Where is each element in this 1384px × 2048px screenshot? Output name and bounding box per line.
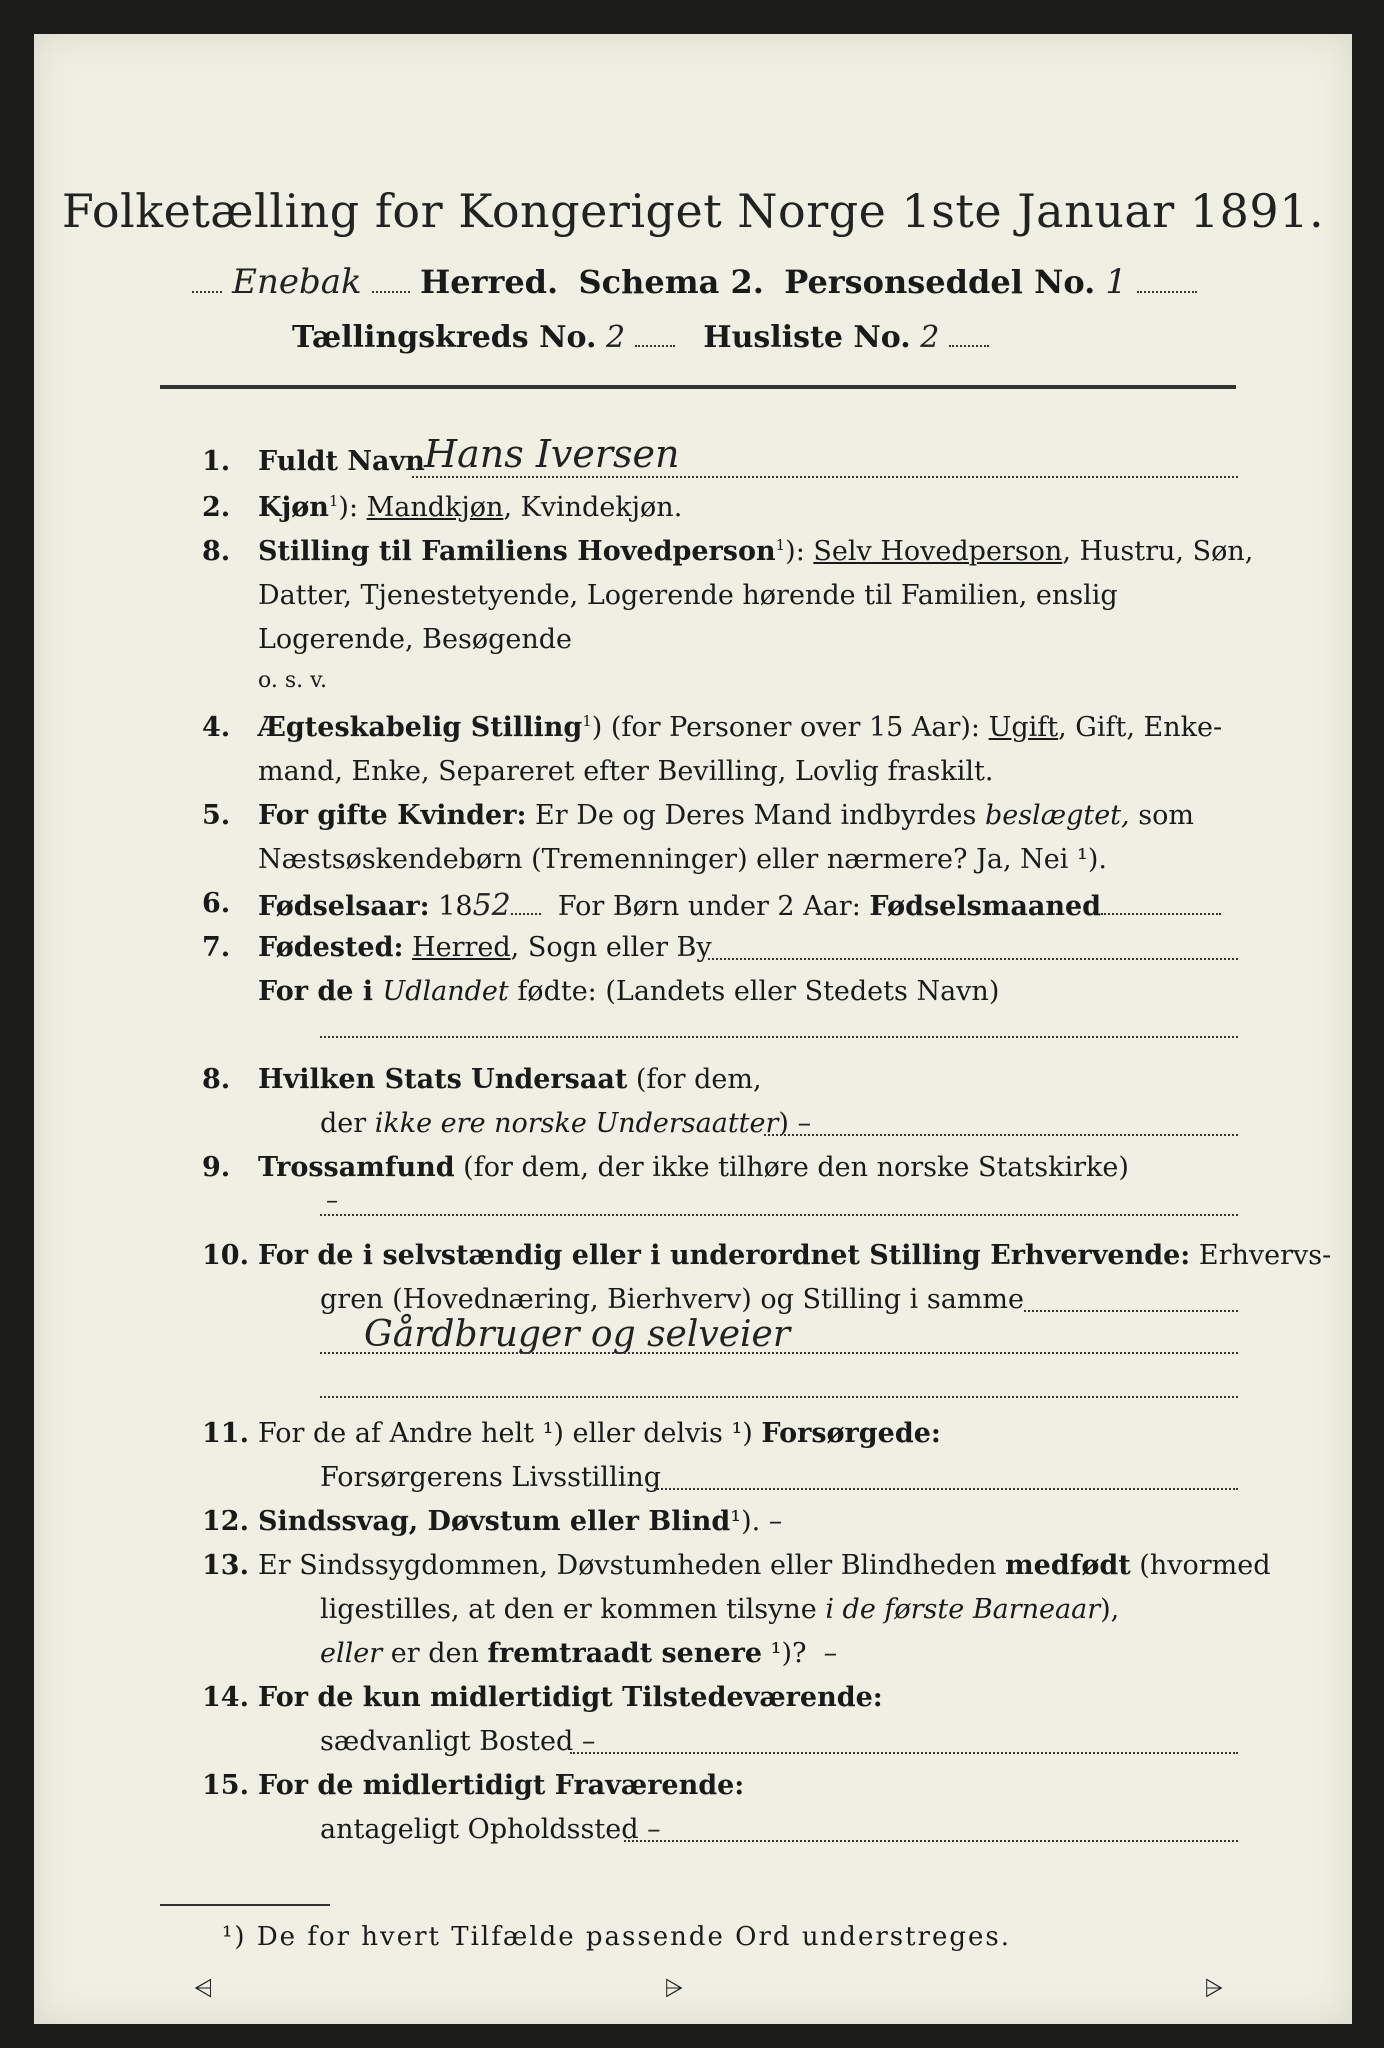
q5-line2: Næstsøskendebørn (Tremenninger) eller nærmere? Ja, Nei ¹). [258,844,1107,875]
q10-fill-line [1024,1310,1238,1312]
q3-line4: o. s. v. [258,668,327,693]
q9-rest: (for dem, der ikke tilhøre den norske Statskirke) [454,1152,1129,1183]
header-divider [160,385,1236,389]
q8-line2-italic: ikke ere norske Undersaatter [374,1108,779,1139]
q13-line2-a: ligestilles, at den er kommen tilsyne [320,1594,826,1625]
q2-option-mandkjon: Mandkjøn [366,492,504,523]
husliste-value: 2 [920,320,940,355]
q13-line1-a: Er Sindssygdommen, Døvstumheden eller Blindheden [258,1550,1006,1581]
q2-label: Kjøn [258,492,329,523]
q7-line2-b: fødte: (Landets eller Stedets Navn) [508,976,1000,1007]
q4-sup: 1 [582,712,592,730]
husliste-label: Husliste No. [703,320,911,355]
q2-sup: 1 [328,492,339,510]
q7-fill-line [708,958,1238,960]
q10-line1-b: Erhvervende: [990,1240,1191,1271]
q8-label: Hvilken Stats Undersaat [258,1064,628,1095]
q14-label: For de kun midlertidigt Tilstedeværende: [258,1682,883,1713]
q3-line1-rest: , Hustru, Søn, [1062,536,1254,567]
q7-label: Fødested: [258,932,404,963]
q13-line1-c: (hvormed [1130,1550,1271,1581]
q13-line1 [258,1550,1271,1581]
q14-line2 [320,1726,595,1757]
q9-value: – [326,1186,338,1214]
q9-number: 9. [202,1152,231,1183]
q13-value: – [823,1638,838,1669]
q3-line1 [258,536,1253,567]
q6-rest: For Børn under 2 Aar: [557,891,870,922]
q2-number: 2. [202,492,231,523]
q14-number: 14. [202,1682,249,1713]
q10-line1-c: Erhvervs- [1190,1240,1332,1271]
q11-line1 [258,1418,941,1449]
q4-line1-rest: , Gift, Enke- [1058,712,1223,743]
q1-number: 1. [202,446,231,477]
q8-rest: (for dem, [627,1064,762,1095]
q12-line [258,1506,782,1537]
q6-number: 6. [202,888,231,919]
q5-line1-end: som [1129,800,1194,831]
q4-number: 4. [202,712,231,743]
binding-mark-left-icon: ⩤ [194,1974,214,2002]
q5-number: 5. [202,800,231,831]
q3-line2: Datter, Tjenestetyende, Logerende hørende til Familien, enslig [258,580,1118,611]
q3-rest: ): [785,536,814,567]
q12-number: 12. [202,1506,249,1537]
q11-line2: Forsørgerens Livsstilling [320,1462,662,1493]
q4-line1 [258,712,1222,743]
q10-line2: gren (Hovednæring, Bierhverv) og Stilling i samme [320,1284,1025,1315]
q13-line3-c: ¹)? [762,1638,807,1669]
q15-value: – [647,1814,661,1845]
q4-line2: mand, Enke, Separeret efter Bevilling, Lovlig fraskilt. [258,756,994,787]
q1-label: Fuldt Navn [258,446,425,477]
q15-fill-line [624,1840,1238,1842]
q5-italic: beslægtet, [984,800,1130,831]
census-form-page [34,34,1352,2024]
q12-rest: ¹). [730,1506,761,1537]
footnote-divider [160,1904,330,1906]
q3-number: 8. [202,536,231,567]
q11-line1-b: Forsørgede: [761,1418,941,1449]
q8-line2 [320,1108,811,1139]
q5-label: For gifte Kvinder: [258,800,527,831]
q11-line1-a: For de af Andre helt ¹) eller delvis ¹) [258,1418,762,1449]
q8-fill-line [764,1134,1238,1136]
q7-line2-italic: Udlandet [382,976,509,1007]
binding-mark-right-icon: ⩥ [1204,1974,1224,2002]
q3-label: Stilling til Familiens Hovedperson [258,536,776,567]
binding-mark-center-icon: ⩥ [664,1974,684,2002]
q1-value: Hans Iversen [424,432,680,476]
q14-fill-line [570,1752,1238,1754]
q7-number: 7. [202,932,231,963]
q15-line2-text: antageligt Opholdssted [320,1814,639,1845]
q15-line2 [320,1814,661,1845]
q2-option-kvindekjon: , Kvindekjøn. [503,492,683,523]
q7-selected: Herred [412,932,511,963]
q13-line3-a: er den [382,1638,488,1669]
q13-line3-b: fremtraadt senere [487,1638,763,1669]
herred-value: Enebak [232,262,362,302]
q6-line [258,888,1221,923]
herred-line [192,262,1197,302]
q13-line2-italic: i de første Barneaar [825,1594,1101,1625]
q12-label: Sindssvag, Døvstum eller Blind [258,1506,731,1537]
q10-fill-line3 [320,1396,1238,1398]
q7-line2 [258,976,999,1007]
q8-line1 [258,1064,762,1095]
footnote: ¹) De for hvert Tilfælde passende Ord understreges. [222,1922,1012,1952]
q2-rest: ): [338,492,367,523]
q7-line2-a: For de i [258,976,383,1007]
q15-number: 15. [202,1770,249,1801]
q13-number: 13. [202,1550,249,1581]
q10-line1 [258,1240,1331,1271]
q10-number: 10. [202,1240,249,1271]
q13-line2 [320,1594,1119,1625]
q8-value: – [797,1108,812,1139]
q3-selected: Selv Hovedperson [813,536,1063,567]
q8-number: 8. [202,1064,231,1095]
q9-line [258,1152,1129,1183]
q8-line2-a: der [320,1108,375,1139]
q9-label: Trossamfund [258,1152,455,1183]
q13-line2-b: ), [1100,1594,1120,1625]
kreds-value: 2 [606,320,626,355]
q6-value: 52 [472,888,511,923]
kreds-label: Tællingskreds No. [292,320,597,355]
personseddel-label: Personseddel No. [784,263,1096,301]
q13-line3 [320,1638,837,1669]
q14-line2-text: sædvanligt Bosted [320,1726,574,1757]
q10-fill-line2 [320,1352,1238,1354]
q8-line2-b: ) [778,1108,789,1139]
q5-line1 [258,800,1194,831]
form-title: Folketælling for Kongeriget Norge 1ste Januar 1891. [61,184,1325,238]
q7-rest: , Sogn eller By [510,932,712,963]
q4-selected: Ugift [988,712,1059,743]
schema-label: Schema 2. [578,263,764,301]
q4-rest: ) (for Personer over 15 Aar): [591,712,989,743]
q3-sup: 1 [775,536,786,554]
q5-line1-rest: Er De og Deres Mand indbyrdes [526,800,985,831]
q9-fill-line [320,1214,1238,1216]
q13-line3-italic: eller [320,1638,383,1669]
q10-value: Gårdbruger og selveier [364,1314,791,1355]
q7-fill-line2 [320,1036,1238,1038]
personseddel-value: 1 [1105,262,1128,302]
q4-label: Ægteskabelig Stilling [258,712,583,743]
q15-label: For de midlertidigt Fraværende: [258,1770,745,1801]
q6-label: Fødselsaar: [258,891,430,922]
q13-line1-b: medfødt [1005,1550,1131,1581]
q14-value: – [581,1726,596,1757]
q6-bold: Fødselsmaaned [869,891,1102,922]
q1-fill-line [412,476,1238,478]
herred-label: Herred. [420,263,559,301]
q2-line [258,492,682,523]
q11-number: 11. [202,1418,249,1449]
q10-line1-a: For de i selvstændig eller i underordnet Stilling [258,1240,991,1271]
q7-line1 [258,932,712,963]
kreds-line [292,320,989,355]
q11-fill-line [654,1488,1238,1490]
q12-value: – [768,1506,783,1537]
q6-prefix: 18 [438,891,473,922]
q3-line3: Logerende, Besøgende [258,624,572,655]
